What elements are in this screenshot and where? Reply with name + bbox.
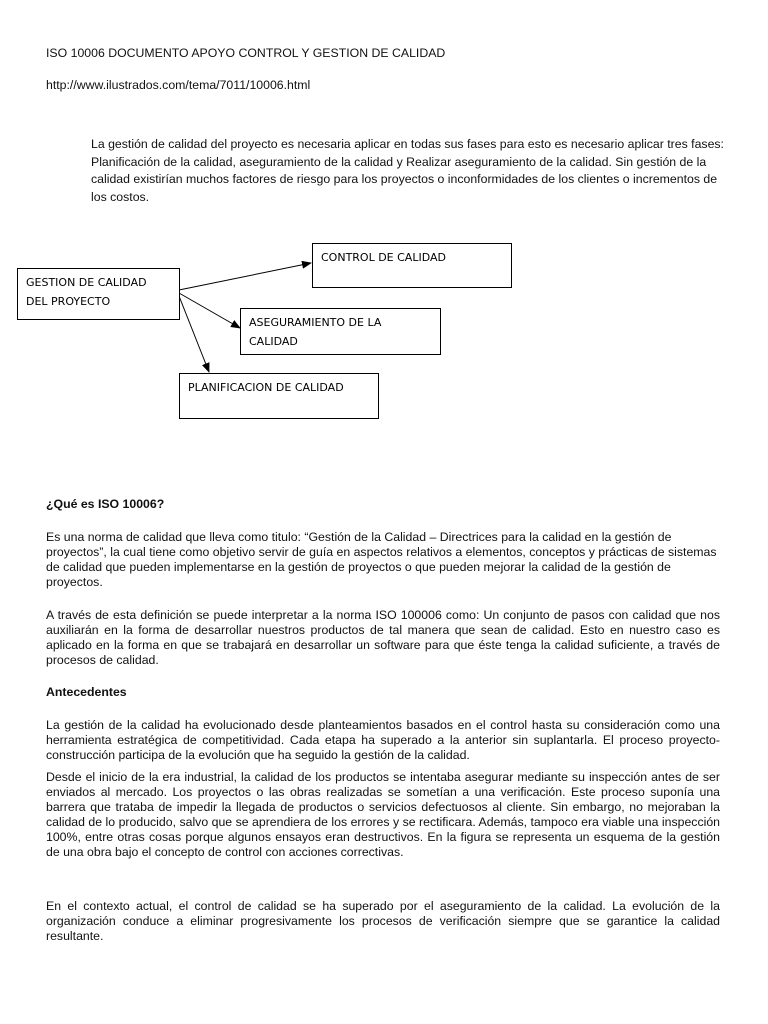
paragraph-era-industrial: Desde el inicio de la era industrial, la calidad de los productos se intentaba asegurar mediante su inspección antes de ser enviados al mercado. Los proyectos o las obras realizadas se sometían a una verificación. Este proceso suponía una barrera que trataba de impedir la llegada de productos o servicios defectuosos al cliente. Sin embargo, no mejoraban la calidad de lo producido, salvo que se aprendiera de los errores y se rectificara. Además, tampoco era viable una inspección 100%, entre otras cosas porque algunos ensayos eran destructivos. En la figura se representa un esquema de la gestión de una obra bajo el concepto de control con acciones correctivas. — [46, 770, 720, 859]
source-url: http://www.ilustrados.com/tema/7011/10006.html — [46, 78, 311, 92]
section-heading-que-es: ¿Qué es ISO 10006? — [46, 497, 165, 511]
quality-diagram-arrows — [0, 0, 768, 430]
box-planificacion-calidad: PLANIFICACION DE CALIDAD — [179, 373, 379, 419]
arrow-to-aseguramiento — [179, 293, 240, 328]
intro-paragraph: La gestión de calidad del proyecto es necesaria aplicar en todas sus fases para esto es necesario aplicar tres fases: Planificación de la calidad, aseguramiento de la calidad y Realizar aseguramiento de la calidad. Sin gestión de la calidad existirían muchos factores de riesgo para los proyectos o inconformidades de los clientes o incrementos de los costos. — [91, 137, 724, 204]
box-control-calidad: CONTROL DE CALIDAD — [312, 243, 512, 288]
paragraph-definicion: Es una norma de calidad que lleva como titulo: “Gestión de la Calidad – Directrices para la calidad en la gestión de proyectos”, la cual tiene como objetivo servir de guía en aspectos relativos a elementos, conceptos y prácticas de sistemas de calidad que pueden implementarse en la gestión de proyectos o que pueden mejorar la calidad de la gestión de proyectos. — [46, 530, 717, 589]
paragraph-interpretacion: A través de esta definición se puede interpretar a la norma ISO 100006 como: Un conjunto de pasos con calidad que nos auxiliarán en la forma de desarrollar nuestros productos de tal manera que sean de calidad. Esto en nuestro caso es aplicado en la forma en que se trabajará en desarrollar un software para que éste tenga la calidad suficiente, a través de procesos de calidad. — [46, 608, 720, 667]
document-title: ISO 10006 DOCUMENTO APOYO CONTROL Y GESTION DE CALIDAD — [46, 46, 446, 60]
box-aseguramiento-calidad: ASEGURAMIENTO DE LA CALIDAD — [240, 308, 441, 355]
arrow-to-control — [179, 263, 311, 290]
paragraph-contexto-actual: En el contexto actual, el control de calidad se ha superado por el aseguramiento de la calidad. La evolución de la organización conduce a eliminar progresivamente los procesos de verificación siempre que se garantice la calidad resultante. — [46, 899, 720, 943]
box-gestion-calidad: GESTION DE CALIDAD DEL PROYECTO — [17, 268, 180, 320]
section-heading-antecedentes: Antecedentes — [46, 685, 127, 699]
paragraph-evolucion: La gestión de la calidad ha evolucionado desde planteamientos basados en el control hasta su consideración como una herramienta estratégica de competitividad. Cada etapa ha superado a la anterior sin suplantarla. El proceso proyecto-construcción participa de la evolución que ha seguido la gestión de la calidad. — [46, 718, 720, 762]
